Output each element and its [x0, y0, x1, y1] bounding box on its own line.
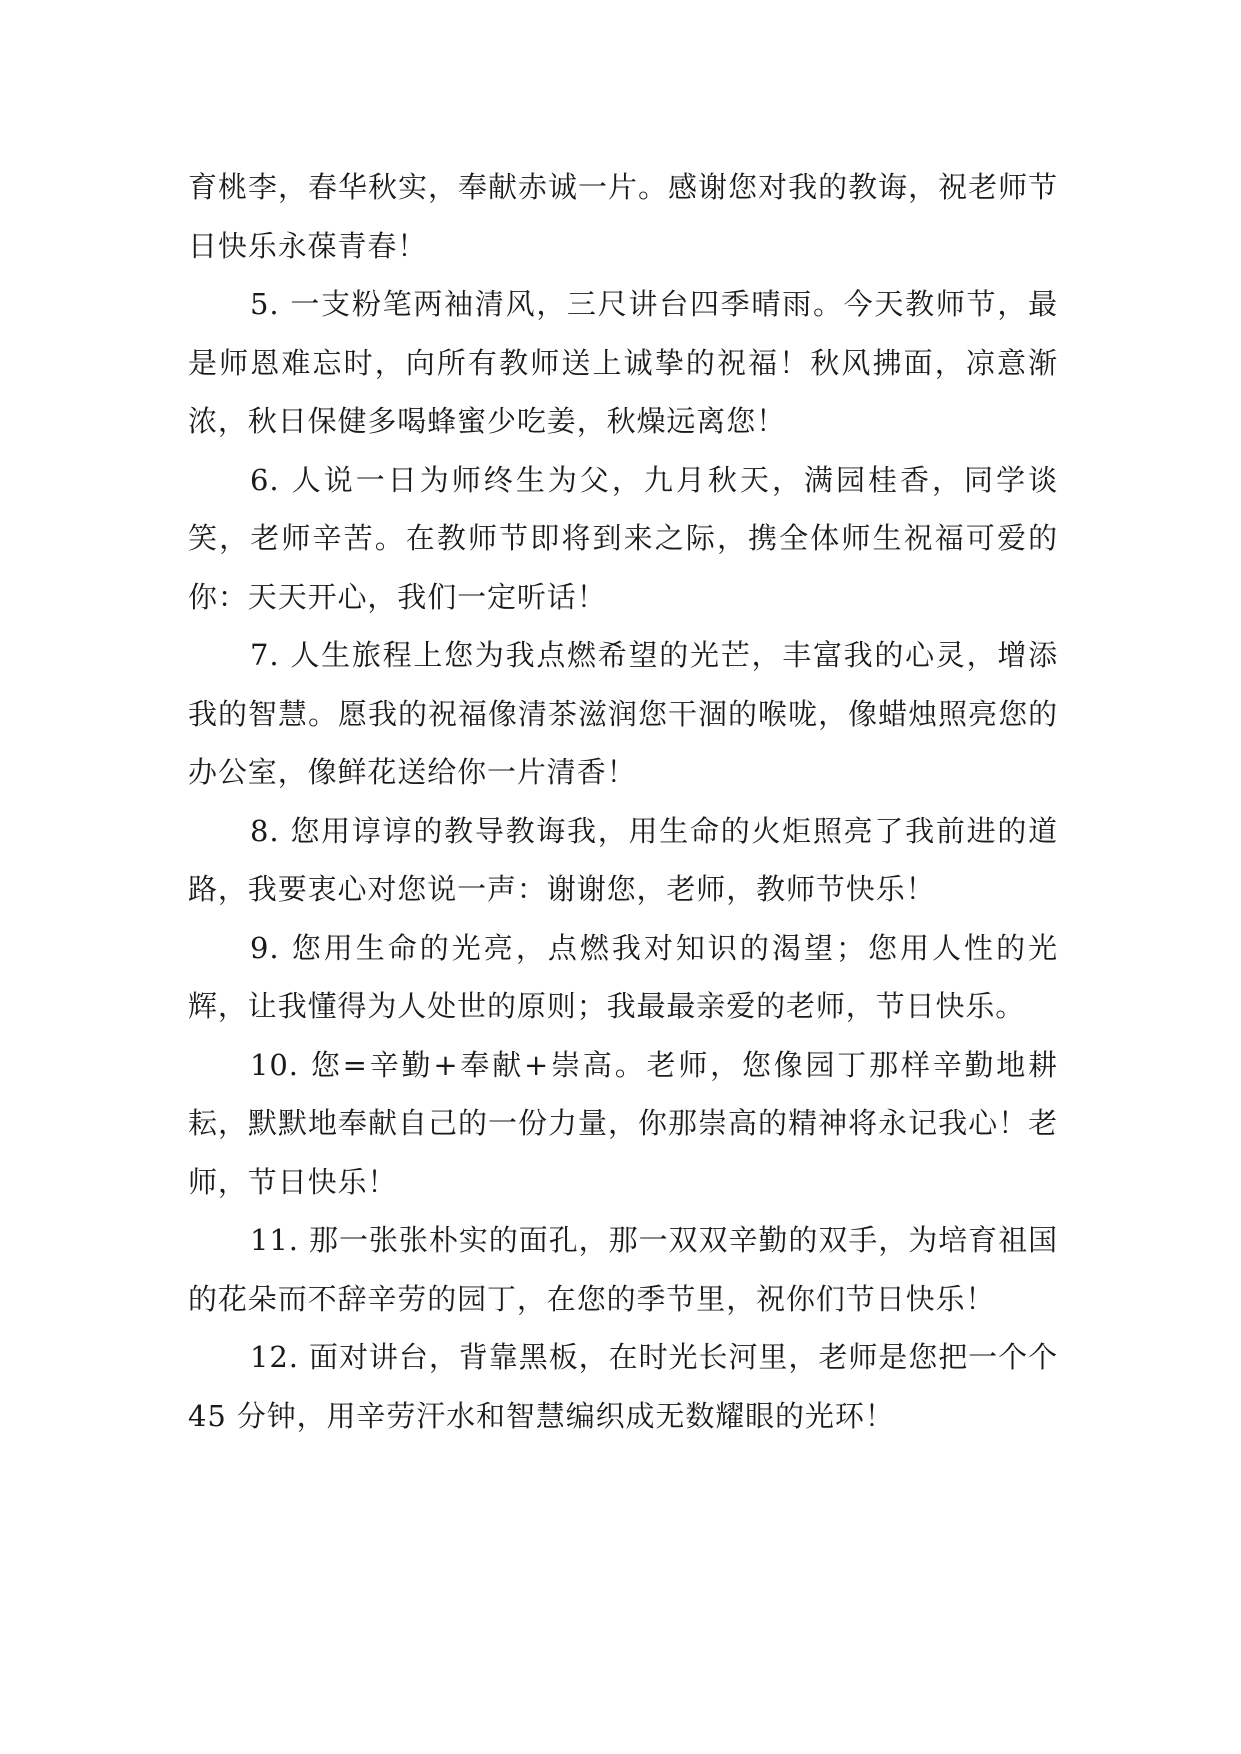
paragraph-item-6: 6. 人说一日为师终生为父，九月秋天，满园桂香，同学谈笑，老师辛苦。在教师节即将到来之际，携全体师生祝福可爱的你：天天开心，我们一定听话！ — [188, 462, 1058, 614]
paragraph-item-9: 9. 您用生命的光亮，点燃我对知识的渴望；您用人性的光辉，让我懂得为人处世的原则；我最最亲爱的老师，节日快乐。 — [188, 930, 1058, 1023]
paragraph-item-10: 10. 您=辛勤+奉献+崇高。老师，您像园丁那样辛勤地耕耘，默默地奉献自己的一份力量，你那崇高的精神将永记我心！老师，节日快乐！ — [188, 1047, 1058, 1199]
paragraph-item-5: 5. 一支粉笔两袖清风，三尺讲台四季晴雨。今天教师节，最是师恩难忘时，向所有教师送上诚挚的祝福！秋风拂面，凉意渐浓，秋日保健多喝蜂蜜少吃姜，秋燥远离您！ — [188, 287, 1058, 438]
paragraph-item-8: 8. 您用谆谆的教导教诲我，用生命的火炬照亮了我前进的道路，我要衷心对您说一声：谢谢您，老师，教师节快乐！ — [188, 813, 1058, 906]
paragraph-continuation: 育桃李，春华秋实，奉献赤诚一片。感谢您对我的教诲，祝老师节日快乐永葆青春！ — [188, 170, 1058, 263]
document-body — [188, 158, 1058, 1445]
paragraph-item-7: 7. 人生旅程上您为我点燃希望的光芒，丰富我的心灵，增添我的智慧。愿我的祝福像清茶滋润您干涸的喉咙，像蜡烛照亮您的办公室，像鲜花送给你一片清香！ — [188, 638, 1058, 789]
paragraph-item-12: 12. 面对讲台，背靠黑板，在时光长河里，老师是您把一个个 45 分钟，用辛劳汗水和智慧编织成无数耀眼的光环！ — [188, 1340, 1058, 1433]
paragraph-item-11: 11. 那一张张朴实的面孔，那一双双辛勤的双手，为培育祖国的花朵而不辞辛劳的园丁，在您的季节里，祝你们节日快乐！ — [188, 1223, 1058, 1316]
